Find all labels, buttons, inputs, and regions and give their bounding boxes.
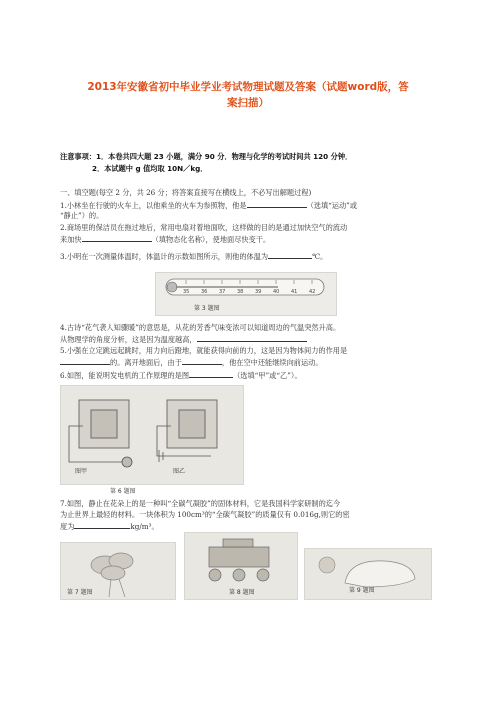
notice-1: 注意事项：1．本卷共四大题 23 小题，满分 90 分．物理与化学的考试时间共 120 分钟． (60, 152, 353, 161)
question-7-cont-2: 度为 kg/m³。 (60, 522, 159, 531)
answer-blank (247, 199, 307, 208)
question-7: 7.如图，静止在花朵上的是一种叫“全碳气凝胶”的固体材料，它是我国科学家研制的迄今 (60, 499, 341, 508)
tick-label: 36 (201, 289, 208, 295)
tick-label: 37 (219, 289, 226, 295)
answer-blank (60, 356, 110, 365)
question-5: 5.小强在立定跳远起跳时，用力向后蹬地，就能获得向前的力，这是因为物体间力的作用是 (60, 346, 348, 355)
question-7-cont: 为止世界上最轻的材料。一块体积为 100cm³的“全碳气凝胶”的质量仅有 0.016g,则它的密 (60, 510, 350, 519)
title-line-1: 2013年安徽省初中毕业学业考试物理试题及答案（试题word版，答 (87, 81, 409, 93)
answer-blank (74, 520, 130, 529)
tick-label: 40 (273, 289, 280, 295)
coil-magnet-icon (61, 386, 243, 484)
answer-blank (182, 356, 222, 365)
figure-6-right-label: 图乙 (173, 468, 186, 475)
tick-label: 35 (183, 289, 190, 295)
question-3: 3.小明在一次测量体温时，体温计的示数如图所示，则他的体温为 ℃。 (60, 252, 328, 261)
figure-7 (60, 542, 176, 600)
question-6: 6.如图，能说明发电机的工作原理的是图 （选填“甲”或“乙”）。 (60, 371, 302, 380)
question-5-cont: 的。离开地面后，由于 ，他在空中还能继续向前运动。 (60, 356, 440, 368)
question-4: 4.古诗“花气袭人知骤暖”的意思是，从花的芳香气味变浓可以知道周边的气温突然升高。 (60, 323, 341, 332)
figure-6-caption: 第 6 题图 (110, 488, 136, 495)
figure-3-caption: 第 3 题图 (194, 305, 220, 312)
answer-blank (268, 250, 312, 259)
question-1-cont: “静止”）的。 (60, 211, 104, 220)
section-heading: 一、填空题(每空 2 分，共 26 分；将答案直接写在横线上，不必写出解题过程) (60, 188, 312, 197)
figure-9-caption: 第 9 题图 (349, 587, 375, 594)
thermometer-figure (155, 272, 337, 316)
title-line-2: 案扫描） (227, 97, 269, 109)
answer-blank (197, 333, 307, 342)
question-1: 1.小林坐在行驶的火车上，以他乘坐的火车为参照物，他是 （选填“运动”或 (60, 201, 358, 210)
answer-blank (189, 369, 233, 378)
tick-label: 38 (237, 289, 244, 295)
tick-label: 42 (309, 289, 316, 295)
tick-label: 41 (291, 289, 298, 295)
question-4-cont: 从物理学的角度分析，这是因为温度越高， (60, 333, 440, 345)
figure-6-left-label: 图甲 (75, 468, 88, 475)
figure-8-caption: 第 8 题图 (229, 589, 255, 596)
notice-2: 2．本试题中 g 值均取 10N／kg． (92, 164, 208, 173)
question-2: 2.商场里的保洁员在拖过地后，常用电扇对着地面吹，这样做的目的是通过加快空气的流动 (60, 223, 348, 232)
question-2-cont: 来加快 （填物态化名称），使地面尽快变干。 (60, 235, 271, 244)
figure-9 (304, 548, 432, 600)
thermometer-icon (156, 273, 336, 315)
figure-7-caption: 第 7 题图 (67, 589, 93, 596)
answer-blank (82, 233, 152, 242)
tick-label: 39 (255, 289, 262, 295)
figure-8 (184, 532, 298, 600)
figure-6 (60, 385, 244, 485)
